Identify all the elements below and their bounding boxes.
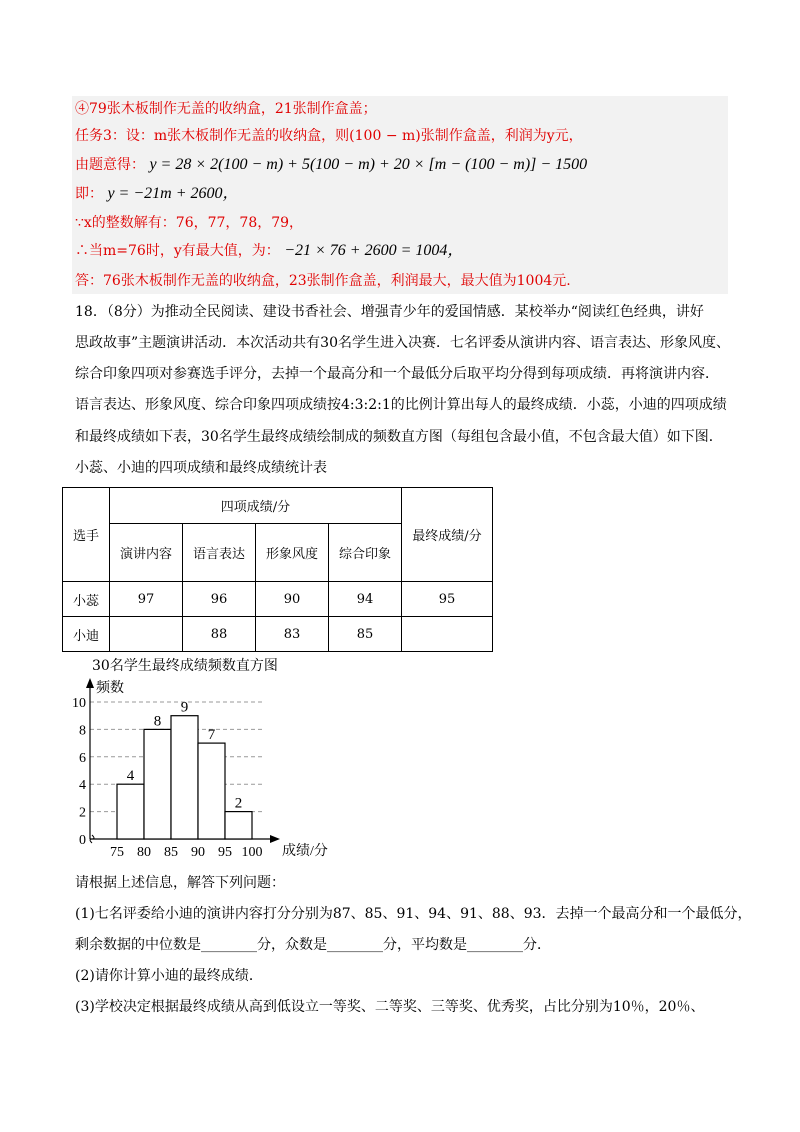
- y-tick-label: 10: [72, 696, 86, 711]
- question-2: (2)请你计算小迪的最终成绩．: [75, 968, 263, 984]
- header-language: 语言表达: [183, 524, 256, 582]
- question-paragraph-line-5: 和最终成绩如下表，30名学生最终成绩绘制成的频数直方图（每组包含最小值，不包含最大值）如下图．: [75, 429, 723, 445]
- x-axis-label: 成绩/分: [282, 844, 328, 859]
- question-paragraph-line-2: 思政故事”主题演讲活动．本次活动共有30名学生进入决赛．七名评委从演讲内容、语言表达、形象风度、: [75, 335, 730, 351]
- cell-final: [402, 617, 493, 652]
- question-paragraph-line-1: 18．（8分）为推动全民阅读、建设书香社会、增强青少年的爱国情感．某校举办“阅读红色经典，讲好: [75, 304, 704, 320]
- histogram-bar: [225, 812, 252, 839]
- x-tick-label: 95: [218, 845, 232, 860]
- y-tick-label: 6: [79, 750, 86, 766]
- solution-line-4: [75, 185, 239, 203]
- x-tick-label: 100: [241, 845, 263, 860]
- cell-speech: 97: [110, 582, 183, 617]
- cell-appearance: 90: [256, 582, 329, 617]
- solution-line-2: 任务3：设：m张木板制作无盖的收纳盒，则(100 − m)张制作盒盖，利润为y元，: [75, 128, 583, 144]
- question-paragraph-line-4: 语言表达、形象风度、综合印象四项成绩按4:3:2:1的比例计算出每人的最终成绩．小蕊，小迪的四项成绩: [75, 397, 727, 413]
- cell-appearance: 83: [256, 617, 329, 652]
- table-caption: 小蕊、小迪的四项成绩和最终成绩统计表: [75, 460, 327, 476]
- y-tick-label: 8: [79, 723, 86, 739]
- header-speech-content: 演讲内容: [110, 524, 183, 582]
- histogram-bar: [198, 743, 225, 839]
- solution-line-4-label: 即：: [75, 186, 103, 202]
- x-axis-arrow: [270, 835, 280, 843]
- table-row: [63, 617, 493, 652]
- question-paragraph-line-3: 综合印象四项对参赛选手评分，去掉一个最高分和一个最低分后取平均分得到每项成绩．再将演讲内容．: [75, 366, 719, 382]
- cell-speech: [110, 617, 183, 652]
- bar-value-label: 9: [180, 699, 189, 716]
- cell-language: 96: [183, 582, 256, 617]
- y-tick-label: 0: [79, 833, 86, 848]
- histogram-bar: [171, 716, 198, 839]
- x-tick-label: 80: [137, 845, 151, 860]
- header-player: 选手: [63, 488, 110, 582]
- table-row: [63, 582, 493, 617]
- question-1-line-1: (1)七名评委给小迪的演讲内容打分分别为87、85、91、94、91、88、93．去掉一个最高分和一个最低分，: [75, 906, 752, 922]
- y-tick-label: 4: [79, 778, 86, 794]
- solution-equation-2: y = −21m + 2600，: [107, 185, 239, 202]
- histogram-chart: [60, 672, 360, 862]
- score-table: [62, 487, 493, 652]
- cell-impression: 94: [329, 582, 402, 617]
- header-appearance: 形象风度: [256, 524, 329, 582]
- solution-line-3: [75, 156, 587, 174]
- solution-line-3-label: 由题意得：: [75, 157, 145, 173]
- question-3: (3)学校决定根据最终成绩从高到低设立一等奖、二等奖、三等奖、优秀奖，占比分别为10％，20％、: [75, 999, 705, 1015]
- bar-value-label: 8: [153, 713, 162, 730]
- solution-equation-3: −21 × 76 + 2600 = 1004，: [284, 242, 464, 259]
- bar-value-label: 7: [207, 727, 216, 744]
- cell-impression: 85: [329, 617, 402, 652]
- bar-value-label: 4: [126, 768, 135, 785]
- solution-line-6: [75, 242, 463, 260]
- questions-intro: 请根据上述信息，解答下列问题：: [75, 875, 285, 891]
- histogram-bar: [144, 729, 171, 839]
- solution-line-1: ④79张木板制作无盖的收纳盒，21张制作盒盖；: [75, 101, 377, 117]
- question-1-line-2: 剩余数据的中位数是________分，众数是________分，平均数是________分．: [75, 937, 551, 953]
- y-axis-arrow: [86, 678, 94, 688]
- solution-equation-1: y = 28 × 2(100 − m) + 5(100 − m) + 20 × [m − (100 − m)] − 1500: [149, 156, 588, 173]
- y-tick-label: 2: [79, 805, 86, 821]
- histogram-bar: [117, 784, 144, 839]
- cell-language: 88: [183, 617, 256, 652]
- histogram-title: 30名学生最终成绩频数直方图: [92, 658, 278, 674]
- x-tick-label: 90: [191, 845, 205, 860]
- y-axis-label: 频数: [96, 681, 124, 696]
- x-tick-label: 85: [164, 845, 178, 860]
- bar-value-label: 2: [234, 795, 243, 812]
- solution-line-6-text: ∴当m=76时，y有最大值，为：: [75, 243, 280, 259]
- row-name: 小迪: [63, 617, 110, 652]
- cell-final: 95: [402, 582, 493, 617]
- x-tick-label: 75: [110, 845, 124, 860]
- header-four-scores: 四项成绩/分: [110, 488, 402, 524]
- header-impression: 综合印象: [329, 524, 402, 582]
- solution-line-5: ∵x的整数解有：76，77，78，79，: [75, 215, 304, 231]
- header-final-score: 最终成绩/分: [402, 488, 493, 582]
- row-name: 小蕊: [63, 582, 110, 617]
- solution-answer: 答：76张木板制作无盖的收纳盒，23张制作盒盖，利润最大，最大值为1004元.: [75, 273, 571, 289]
